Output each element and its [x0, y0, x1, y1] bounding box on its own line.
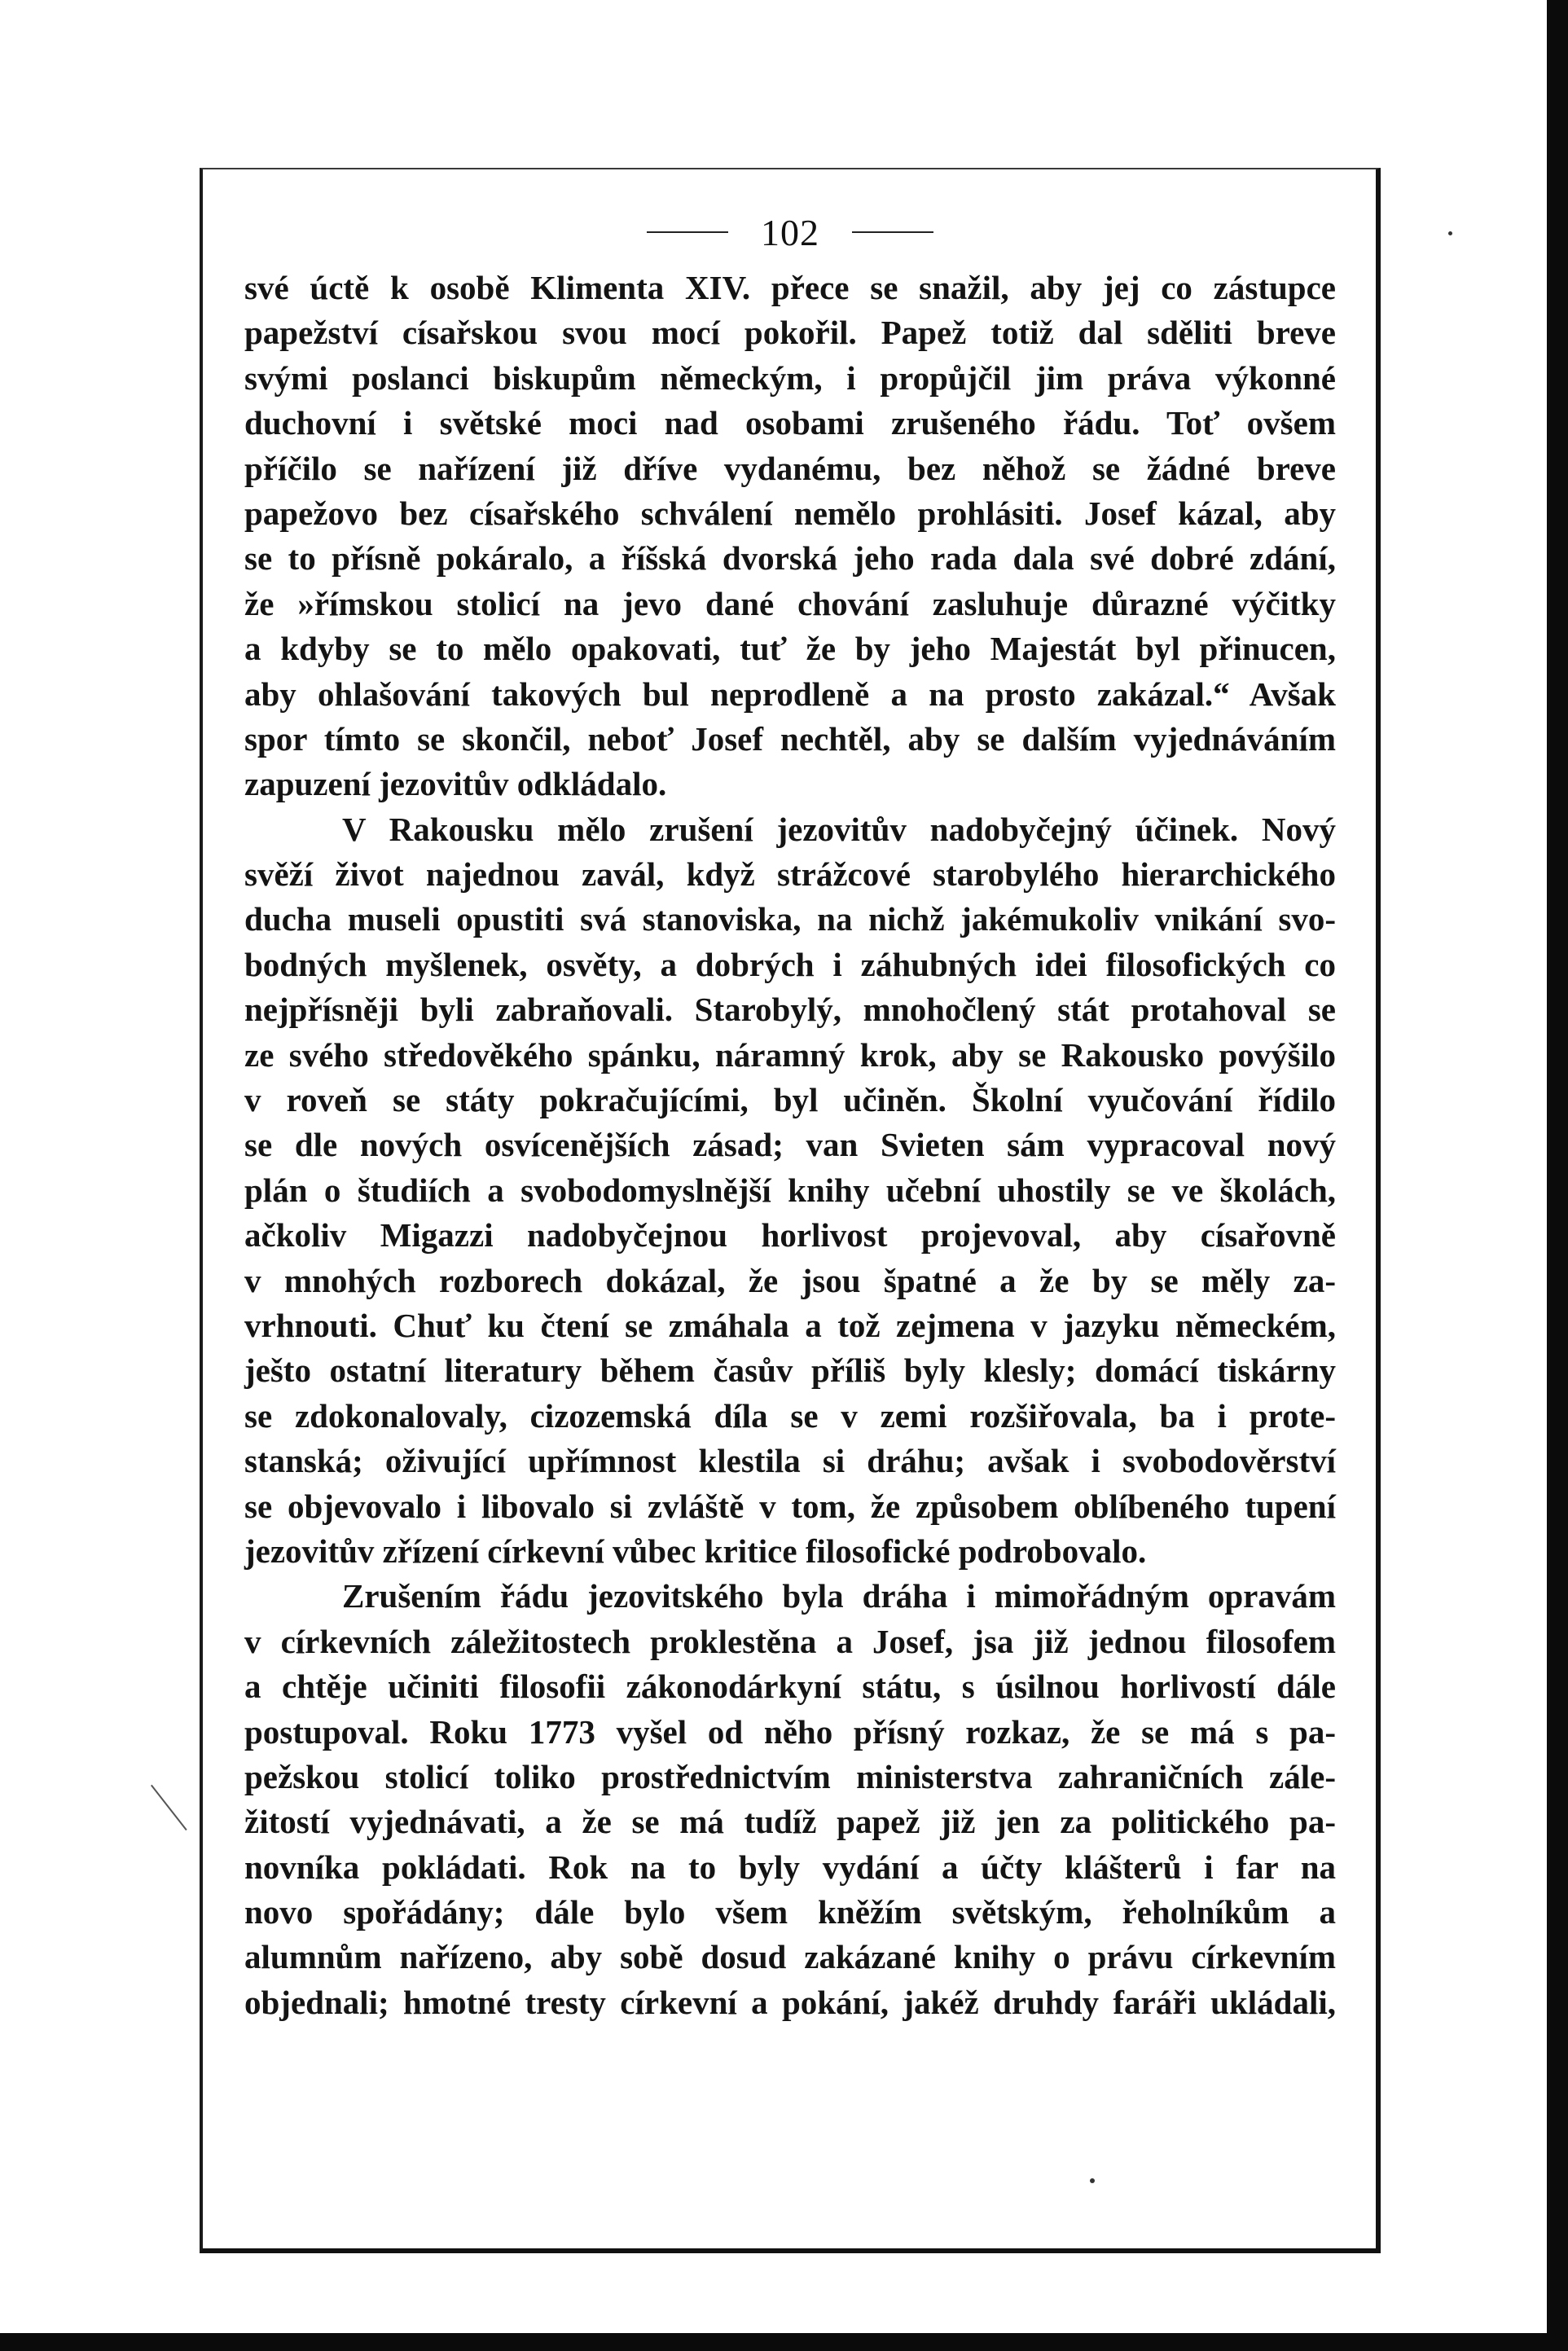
scan-scratch [151, 1785, 187, 1830]
body-text [244, 266, 1336, 2025]
scan-border-bottom [0, 2333, 1568, 2351]
paragraph-start: V Rakousku mělo zrušení jezovitův nadobyčejný účinek. Nový [342, 810, 1336, 848]
text-line: pežskou stolicí toliko prostřednictvím ministerstva zahraničních zále- [244, 1757, 1336, 1795]
header-rule-right [852, 231, 933, 233]
text-line: že »římskou stolicí na jevo dané chování zasluhuje důrazné výčitky [244, 584, 1336, 622]
text-line: svěží život najednou zavál, když strážcové starobylého hierarchického [244, 855, 1336, 894]
text-line: objednali; hmotné tresty církevní a pokání, jakéž druhdy faráři ukládali, [244, 1983, 1336, 2021]
text-line: své úctě k osobě Klimenta XIV. přece se snažil, aby jej co zástupce [244, 269, 1336, 306]
text-line: v církevních záležitostech proklestěna a Josef, jsa již jednou filosofem [244, 1622, 1336, 1660]
text-line: ačkoliv Migazzi nadobyčejnou horlivost projevoval, aby císařovně [244, 1216, 1336, 1255]
text-line: žitostí vyjednávati, a že se má tudíž papež již jen za politického pa- [244, 1803, 1336, 1841]
text-line: bodných myšlenek, osvěty, a dobrých i záhubných idei filosofických co [244, 945, 1336, 983]
text-line: nejpřísněji byli zabraňovali. Starobylý, mnohočlený stát protahoval se [244, 991, 1336, 1029]
text-line: papežovo bez císařského schválení nemělo prohlásiti. Josef kázal, aby [244, 494, 1336, 532]
scan-speck [1090, 2178, 1095, 2183]
text-line: se objevovalo i libovalo si zvláště v tom, že způsobem oblíbeného tupení [244, 1487, 1336, 1525]
scan-speck [1448, 231, 1452, 235]
text-line: stanská; oživující upřímnost klestila si dráhu; avšak i svobodověrství [244, 1442, 1336, 1480]
header-rule-left [647, 231, 728, 233]
text-line: duchovní i světské moci nad osobami zrušeného řádu. Toť ovšem [244, 404, 1336, 442]
text-line: ješto ostatní literatury během časův příliš byly klesly; domácí tiskárny [244, 1351, 1336, 1390]
page-number: 102 [761, 211, 819, 253]
text-line: ducha museli opustiti svá stanoviska, na nichž jakémukoliv vnikání svo- [244, 900, 1336, 938]
text-line: se dle nových osvícenějších zásad; van Svieten sám vypracoval nový [244, 1126, 1336, 1164]
text-line: a chtěje učiniti filosofii zákonodárkyní státu, s úsilnou horlivostí dále [244, 1668, 1336, 1706]
text-line: ze svého středověkého spánku, náramný krok, aby se Rakousko povýšilo [244, 1035, 1336, 1074]
text-line: příčilo se nařízení již dříve vydanému, bez něhož se žádné breve [244, 449, 1336, 487]
text-line: vrhnouti. Chuť ku čtení se zmáhala a tož zejmena v jazyku německém, [244, 1306, 1336, 1344]
text-line: se zdokonalovaly, cizozemská díla se v zemi rozšiřovala, ba i prote- [244, 1396, 1336, 1435]
text-line: v roveň se státy pokračujícími, byl učiněn. Školní vyučování řídilo [244, 1081, 1336, 1119]
text-line: a kdyby se to mělo opakovati, tuť že by jeho Majestát byl přinucen, [244, 630, 1336, 668]
text-line: aby ohlašování takových bul neprodleně a na prosto zakázal.“ Avšak [244, 675, 1336, 713]
text-line: spor tímto se skončil, neboť Josef nechtěl, aby se dalším vyjednáváním [244, 719, 1336, 758]
text-line: v mnohých rozborech dokázal, že jsou špatné a že by se měly za- [244, 1261, 1336, 1299]
page-header [200, 204, 1381, 261]
text-line: se to přísně pokáralo, a říšská dvorská jeho rada dala své dobré zdání, [244, 539, 1336, 578]
text-line: svými poslanci biskupům německým, i propůjčil jim práva výkonné [244, 358, 1336, 397]
text-line: postupoval. Roku 1773 vyšel od něho přísný rozkaz, že se má s pa- [244, 1712, 1336, 1751]
scan-border-right [1547, 0, 1568, 2351]
paragraph-start: Zrušením řádu jezovitského byla dráha i mimořádným opravám [342, 1577, 1336, 1615]
text-line: alumnům nařízeno, aby sobě dosud zakázané knihy o právu církevním [244, 1938, 1336, 1976]
text-line: novníka pokládati. Rok na to byly vydání a účty klášterů i far na [244, 1848, 1336, 1886]
text-line: novo spořádány; dále bylo všem kněžím světským, řeholníkům a [244, 1893, 1336, 1931]
text-line: papežství císařskou svou mocí pokořil. Papež totiž dal sděliti breve [244, 314, 1336, 352]
text-line: jezovitův zřízení církevní vůbec kritice filosofické podrobovalo. [244, 1531, 1147, 1570]
text-line: zapuzení jezovitův odkládalo. [244, 765, 667, 803]
text-line: plán o študiích a svobodomyslnější knihy učební uhostily se ve školách, [244, 1171, 1336, 1209]
